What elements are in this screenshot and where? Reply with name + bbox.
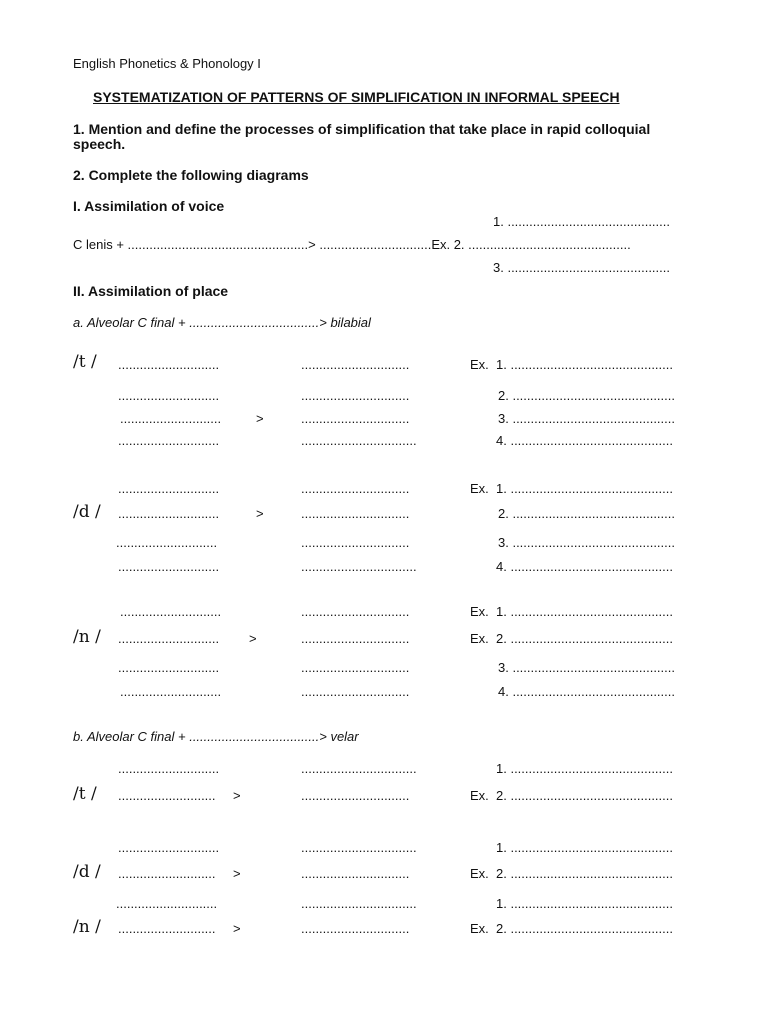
- arrow: >: [233, 921, 241, 936]
- blank-output[interactable]: ..............................: [301, 866, 410, 881]
- phoneme-n-symbol: /n /: [73, 917, 101, 937]
- blank-output[interactable]: ..............................: [301, 506, 410, 521]
- example-blank[interactable]: 4. .............................................: [498, 684, 675, 699]
- blank-output[interactable]: ..............................: [301, 357, 410, 372]
- blank-input[interactable]: ............................: [118, 761, 220, 776]
- bilabial-rule-label: a. Alveolar C final + ....................................> bilabial: [73, 315, 371, 330]
- blank-output[interactable]: ..............................: [301, 921, 410, 936]
- example-blank[interactable]: 1. .............................................: [496, 604, 673, 619]
- question-2: 2. Complete the following diagrams: [73, 167, 309, 183]
- ex-label: Ex.: [470, 631, 489, 646]
- blank-input[interactable]: ............................: [118, 506, 220, 521]
- blank-output[interactable]: ..............................: [301, 788, 410, 803]
- arrow: >: [256, 411, 264, 426]
- phoneme-t-symbol: /t /: [73, 784, 97, 804]
- blank-input[interactable]: ............................: [118, 840, 220, 855]
- arrow: >: [233, 866, 241, 881]
- blank-input[interactable]: ............................: [120, 604, 222, 619]
- blank-output[interactable]: ..............................: [301, 388, 410, 403]
- blank-output[interactable]: ..............................: [301, 684, 410, 699]
- blank-output[interactable]: ................................: [301, 433, 417, 448]
- ex-label: Ex.: [470, 357, 489, 372]
- blank-input[interactable]: ............................: [118, 559, 220, 574]
- example-blank[interactable]: 1. .............................................: [496, 761, 673, 776]
- blank-input[interactable]: ............................: [116, 535, 218, 550]
- blank-input[interactable]: ...........................: [118, 866, 216, 881]
- voice-example-3[interactable]: 3. .............................................: [493, 260, 670, 275]
- voice-formula[interactable]: C lenis + ..................................................> ...............................Ex. 2. .............................................: [73, 237, 631, 252]
- example-blank[interactable]: 2. .............................................: [496, 788, 673, 803]
- example-blank[interactable]: 1. .............................................: [496, 896, 673, 911]
- blank-input[interactable]: ............................: [118, 481, 220, 496]
- example-blank[interactable]: 4. .............................................: [496, 559, 673, 574]
- ex-label: Ex.: [470, 604, 489, 619]
- voice-example-1[interactable]: 1. .............................................: [493, 214, 670, 229]
- question-1-line-2: speech.: [73, 136, 126, 152]
- blank-output[interactable]: ..............................: [301, 411, 410, 426]
- blank-output[interactable]: ..............................: [301, 481, 410, 496]
- ex-label: Ex.: [470, 921, 489, 936]
- arrow: >: [233, 788, 241, 803]
- example-blank[interactable]: 1. .............................................: [496, 481, 673, 496]
- blank-output[interactable]: ................................: [301, 896, 417, 911]
- example-blank[interactable]: 3. .............................................: [498, 535, 675, 550]
- arrow: >: [249, 631, 257, 646]
- blank-input[interactable]: ............................: [118, 660, 220, 675]
- blank-input[interactable]: ...........................: [118, 788, 216, 803]
- blank-input[interactable]: ............................: [118, 433, 220, 448]
- blank-input[interactable]: ............................: [118, 388, 220, 403]
- page-title: SYSTEMATIZATION OF PATTERNS OF SIMPLIFICATION IN INFORMAL SPEECH: [93, 89, 620, 105]
- example-blank[interactable]: 1. .............................................: [496, 840, 673, 855]
- blank-output[interactable]: ................................: [301, 559, 417, 574]
- example-blank[interactable]: 2. .............................................: [496, 866, 673, 881]
- phoneme-d-symbol: /d /: [73, 502, 101, 522]
- example-blank[interactable]: 2. .............................................: [496, 921, 673, 936]
- section-place-heading: II. Assimilation of place: [73, 283, 229, 299]
- blank-output[interactable]: ................................: [301, 840, 417, 855]
- example-blank[interactable]: 4. .............................................: [496, 433, 673, 448]
- blank-output[interactable]: ..............................: [301, 535, 410, 550]
- example-blank[interactable]: 1. .............................................: [496, 357, 673, 372]
- blank-output[interactable]: ................................: [301, 761, 417, 776]
- phoneme-t-symbol: /t /: [73, 352, 97, 372]
- ex-label: Ex.: [470, 866, 489, 881]
- phoneme-n-symbol: /n /: [73, 627, 101, 647]
- blank-input[interactable]: ............................: [118, 631, 220, 646]
- velar-rule-label: b. Alveolar C final + ....................................> velar: [73, 729, 359, 744]
- blank-output[interactable]: ..............................: [301, 604, 410, 619]
- example-blank[interactable]: 3. .............................................: [498, 660, 675, 675]
- blank-input[interactable]: ............................: [116, 896, 218, 911]
- section-voice-heading: I. Assimilation of voice: [73, 198, 225, 214]
- blank-input[interactable]: ............................: [120, 411, 222, 426]
- ex-label: Ex.: [470, 788, 489, 803]
- course-name: English Phonetics & Phonology I: [73, 56, 261, 71]
- blank-input[interactable]: ...........................: [118, 921, 216, 936]
- example-blank[interactable]: 2. .............................................: [496, 631, 673, 646]
- blank-output[interactable]: ..............................: [301, 631, 410, 646]
- phoneme-d-symbol: /d /: [73, 862, 101, 882]
- ex-label: Ex.: [470, 481, 489, 496]
- example-blank[interactable]: 3. .............................................: [498, 411, 675, 426]
- example-blank[interactable]: 2. .............................................: [498, 506, 675, 521]
- blank-output[interactable]: ..............................: [301, 660, 410, 675]
- blank-input[interactable]: ............................: [118, 357, 220, 372]
- example-blank[interactable]: 2. .............................................: [498, 388, 675, 403]
- arrow: >: [256, 506, 264, 521]
- blank-input[interactable]: ............................: [120, 684, 222, 699]
- question-1-line-1: 1. Mention and define the processes of simplification that take place in rapid colloquial: [73, 121, 651, 137]
